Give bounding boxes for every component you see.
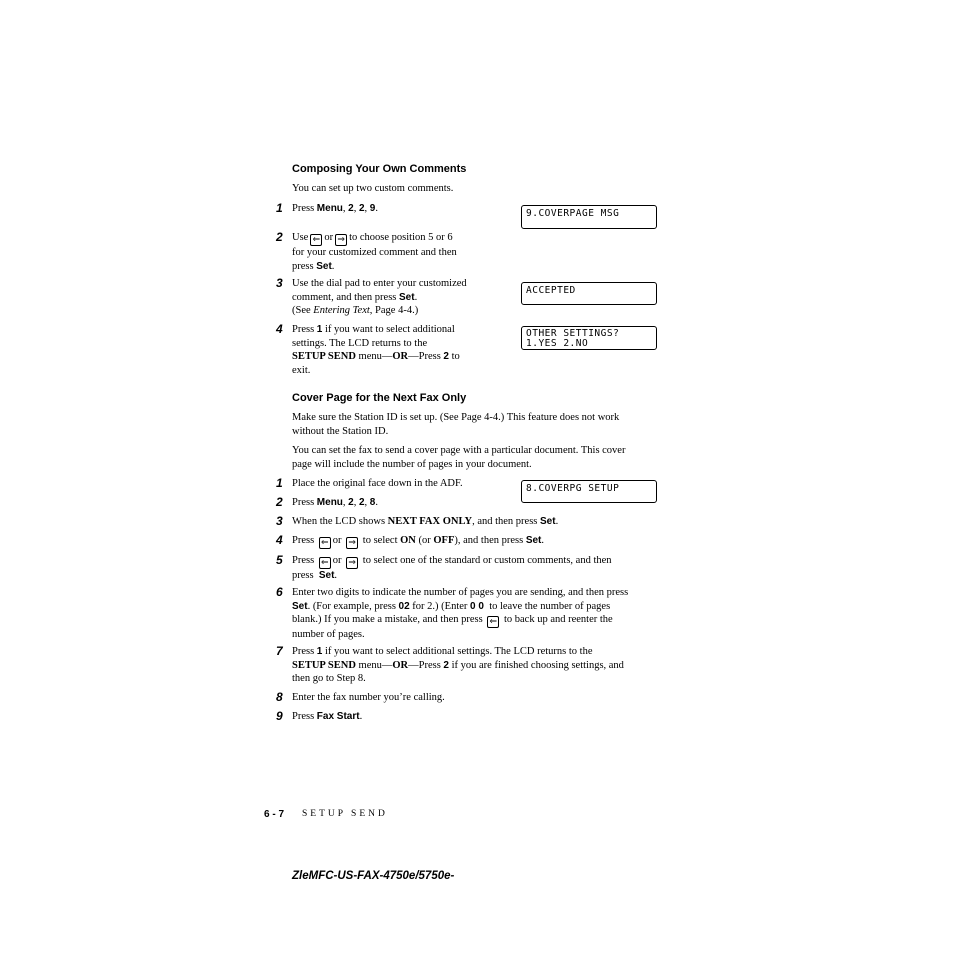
lcd-display: 9.COVERPAGE MSG — [521, 205, 657, 229]
left-arrow-key-icon: ⇐ — [319, 557, 331, 569]
step-number: 5 — [276, 553, 283, 567]
left-arrow-key-icon: ⇐ — [310, 234, 322, 246]
paragraph: Make sure the Station ID is set up. (See Page 4-4.) This feature does not work without the Station ID. — [292, 412, 620, 437]
step-text: Place the original face down in the ADF. — [292, 478, 463, 489]
lcd-display: ACCEPTED — [521, 282, 657, 305]
step-number: 3 — [276, 276, 283, 290]
paragraph: You can set the fax to send a cover page with a particular document. This cover page will include the number of pages in your document. — [292, 445, 626, 470]
step-text: Press 1 if you want to select additional settings. The LCD returns to the SETUP SEND menu—OR—Press 2 to exit. — [292, 324, 460, 376]
step-text: Press Fax Start. — [292, 711, 363, 722]
step-text: Use ⇐ or ⇒ to choose position 5 or 6 for your customized comment and then press Set. — [292, 232, 457, 272]
left-arrow-key-icon: ⇐ — [319, 537, 331, 549]
lcd-display: OTHER SETTINGS? 1.YES 2.NO — [521, 326, 657, 350]
step-number: 4 — [276, 322, 283, 336]
step-number: 2 — [276, 495, 283, 509]
intro-text: You can set up two custom comments. — [292, 183, 454, 194]
step-text: Enter the fax number you’re calling. — [292, 692, 445, 703]
step-number: 9 — [276, 709, 283, 723]
step-text: Press ⇐ or ⇒ to select ON (or OFF), and then press Set. — [292, 535, 545, 548]
right-arrow-key-icon: ⇒ — [335, 234, 347, 246]
page-number: 6 - 7 — [264, 809, 285, 820]
step-number: 6 — [276, 585, 283, 599]
step-text: Press Menu, 2, 2, 9. — [292, 203, 378, 214]
step-text: Use the dial pad to enter your customized comment, and then press Set. (See Entering Text, Page 4-4.) — [292, 278, 467, 316]
step-text: Press Menu, 2, 2, 8. — [292, 497, 378, 508]
step-text: Enter two digits to indicate the number of pages you are sending, and then press Set. (For example, press 02 for 2.) (Enter 0 0 to leave the number of pages blank.) If you make a mistake, and then press ⇐ to back up and reenter the number of pages. — [292, 587, 629, 640]
step-number: 4 — [276, 533, 283, 547]
right-arrow-key-icon: ⇒ — [346, 557, 358, 569]
step-text: When the LCD shows NEXT FAX ONLY, and then press Set. — [292, 516, 559, 527]
step-number: 1 — [276, 201, 283, 215]
step-text: Press 1 if you want to select additional settings. The LCD returns to the SETUP SEND menu—OR—Press 2 if you are finished choosing settings, and then go to Step 8. — [292, 646, 624, 684]
step-number: 8 — [276, 690, 283, 704]
step-number: 3 — [276, 514, 283, 528]
section-name: SETUP SEND — [302, 809, 388, 819]
step-number: 7 — [276, 644, 283, 658]
left-arrow-key-icon: ⇐ — [487, 616, 499, 628]
right-arrow-key-icon: ⇒ — [346, 537, 358, 549]
lcd-display: 8.COVERPG SETUP — [521, 480, 657, 503]
step-number: 1 — [276, 476, 283, 490]
section-heading-cover-page: Cover Page for the Next Fax Only — [292, 392, 467, 404]
section-heading-composing-comments: Composing Your Own Comments — [292, 163, 467, 175]
step-number: 2 — [276, 230, 283, 244]
model-footer: ZleMFC-US-FAX-4750e/5750e- — [292, 870, 455, 882]
step-text: Press ⇐ or ⇒ to select one of the standard or custom comments, and then press Set. — [292, 555, 612, 581]
